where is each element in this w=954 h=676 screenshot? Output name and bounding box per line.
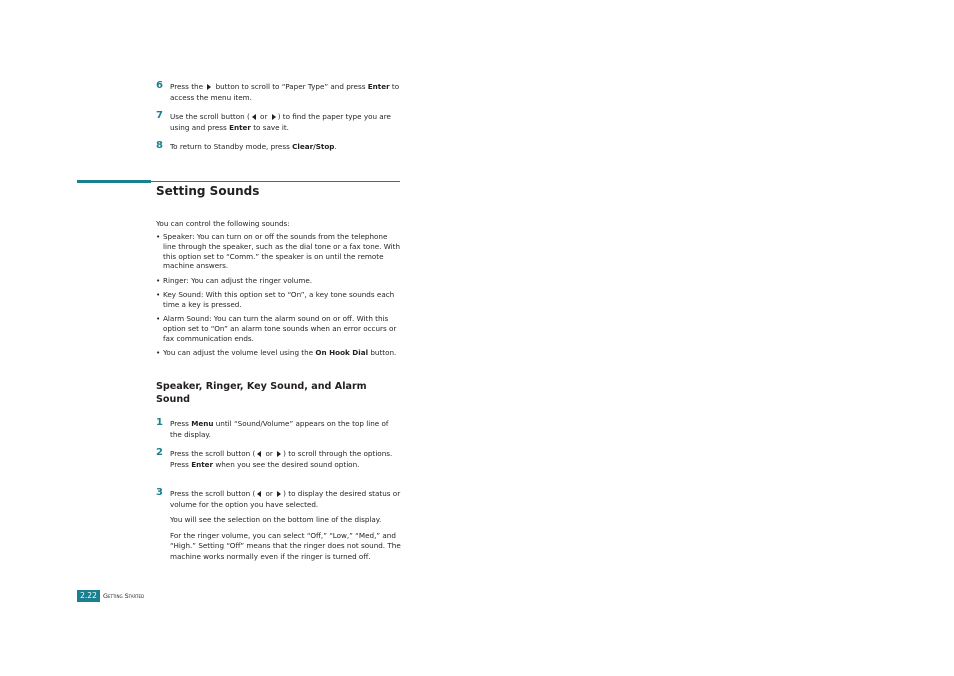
- section-intro: You can control the following sounds:: [156, 219, 290, 228]
- list-item: • Speaker: You can turn on or off the sounds from the telephone line through the speaker, such as the dial tone or a fax tone. With this option set to “Comm.” the speaker is on until the remote machine answers.: [156, 232, 401, 271]
- step-note: For the ringer volume, you can select “Off,” “Low,” “Med,” and “High.” Setting “Off” means that the ringer does not sound. The machine works normally even if the ringer is turned off.: [170, 530, 401, 561]
- step-1: [156, 419, 401, 440]
- step-text: Press the scroll button ( or ) to display the desired status or volume for the option you have selected. You will see the selection on the bottom line of the display. For the ringer volume, you can select “Off,” “Low,” “Med,” and “High.” Setting “Off” means that the ringer does not sound. The machine works normally even if the ringer is turned off.: [170, 489, 401, 561]
- step-number: 1: [156, 417, 163, 428]
- section-title: Setting Sounds: [156, 184, 260, 198]
- left-arrow-icon: [252, 114, 256, 120]
- right-arrow-icon: [277, 491, 281, 497]
- step-text: To return to Standby mode, press Clear/Stop.: [170, 142, 337, 151]
- subsection-title: Speaker, Ringer, Key Sound, and Alarm Sound: [156, 381, 367, 405]
- step-text: Press Menu until “Sound/Volume” appears on the top line of the display.: [170, 419, 389, 439]
- step-6: [156, 82, 401, 103]
- step-3: [156, 489, 401, 567]
- step-7: [156, 112, 401, 133]
- right-arrow-icon: [277, 451, 281, 457]
- step-number: 2: [156, 447, 163, 458]
- step-2: [156, 449, 401, 470]
- page-number: 2.22: [77, 590, 100, 602]
- step-number: 3: [156, 487, 163, 498]
- step-number: 7: [156, 110, 163, 121]
- right-arrow-icon: [207, 84, 211, 90]
- section-rule: [151, 181, 400, 182]
- section-rule-accent: [77, 180, 151, 183]
- right-arrow-icon: [272, 114, 276, 120]
- step-text: Press the button to scroll to “Paper Type” and press Enter to access the menu item.: [170, 82, 400, 102]
- step-text: Press the scroll button ( or ) to scroll through the options. Press Enter when you see the desired sound option.: [170, 449, 393, 469]
- left-arrow-icon: [257, 451, 261, 457]
- step-number: 8: [156, 140, 163, 151]
- step-note: You will see the selection on the bottom line of the display.: [170, 515, 382, 524]
- list-item: • You can adjust the volume level using the On Hook Dial button.: [156, 348, 401, 358]
- step-text: Use the scroll button ( or ) to find the paper type you are using and press Enter to save it.: [170, 112, 391, 132]
- chapter-title: Getting Started: [103, 592, 145, 600]
- left-arrow-icon: [257, 491, 261, 497]
- sound-options-list: [156, 232, 401, 363]
- list-item: • Key Sound: With this option set to “On”, a key tone sounds each time a key is pressed.: [156, 290, 401, 310]
- step-8: [156, 142, 401, 153]
- list-item: • Ringer: You can adjust the ringer volume.: [156, 276, 401, 286]
- step-number: 6: [156, 80, 163, 91]
- list-item: • Alarm Sound: You can turn the alarm sound on or off. With this option set to “On” an alarm tone sounds when an error occurs or fax communication ends.: [156, 314, 401, 343]
